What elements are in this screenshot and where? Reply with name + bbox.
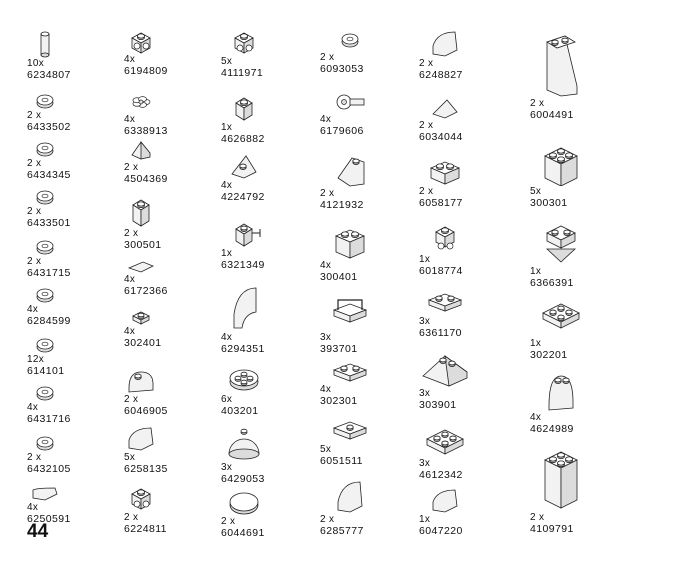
part-entry <box>124 366 216 417</box>
slope-long-icon <box>320 152 412 188</box>
brick-1x2-icon <box>419 154 511 186</box>
part-id: 6434345 <box>27 169 71 181</box>
side-stud-brick-icon <box>124 484 216 512</box>
part-entry <box>221 28 313 79</box>
part-quantity: 4x <box>27 304 39 315</box>
part-quantity: 4x <box>221 332 233 343</box>
part-id: 6046905 <box>124 405 168 417</box>
part-id: 6224811 <box>124 523 167 535</box>
part-id: 6248827 <box>419 69 463 81</box>
part-id: 6258135 <box>124 463 168 475</box>
part-quantity: 12x <box>27 354 45 365</box>
part-id: 6179606 <box>320 125 364 137</box>
curved-tile-icon <box>419 486 511 514</box>
part-quantity: 2 x <box>27 206 42 217</box>
part-entry <box>320 222 412 283</box>
part-quantity: 1x <box>530 266 542 277</box>
dome-icon <box>221 426 313 462</box>
part-entry <box>27 384 119 425</box>
brick-1x1-icon <box>124 194 216 228</box>
part-entry <box>221 218 313 271</box>
part-id: 6194809 <box>124 65 168 77</box>
plate-2x2-icon <box>419 424 511 458</box>
part-id: 6004491 <box>530 109 574 121</box>
part-id: 300301 <box>530 197 568 209</box>
part-quantity: 1x <box>419 254 431 265</box>
part-id: 302201 <box>530 349 568 361</box>
brick-1x2-icon <box>320 222 412 260</box>
part-entry <box>530 222 622 289</box>
part-entry <box>221 426 313 485</box>
part-entry <box>419 222 511 277</box>
part-entry <box>221 92 313 145</box>
part-entry <box>221 284 313 355</box>
brick-1x1-icon <box>221 92 313 122</box>
part-entry <box>221 152 313 203</box>
part-quantity: 2 x <box>320 514 335 525</box>
part-id: 6431716 <box>27 413 71 425</box>
part-quantity: 2 x <box>419 120 434 131</box>
round-plate-icon <box>27 384 119 402</box>
round-plate-icon <box>27 434 119 452</box>
axle-pin-icon <box>27 30 119 58</box>
part-id: 302401 <box>124 337 162 349</box>
part-quantity: 3x <box>419 316 431 327</box>
round-plate-icon <box>27 286 119 304</box>
part-quantity: 4x <box>320 114 332 125</box>
part-quantity: 10x <box>27 58 45 69</box>
part-entry <box>27 434 119 475</box>
part-id: 6285777 <box>320 525 364 537</box>
clip-brick-icon <box>221 218 313 248</box>
part-quantity: 2 x <box>320 52 335 63</box>
part-quantity: 4x <box>124 274 136 285</box>
part-id: 6172366 <box>124 285 168 297</box>
part-id: 4626882 <box>221 133 265 145</box>
inverted-slope-icon <box>530 222 622 266</box>
tall-brick-icon <box>530 448 622 512</box>
part-entry <box>419 288 511 339</box>
part-quantity: 3x <box>320 332 332 343</box>
part-id: 4504369 <box>124 173 168 185</box>
part-id: 614101 <box>27 365 65 377</box>
jumper-plate-icon <box>320 416 412 444</box>
part-id: 302301 <box>320 395 358 407</box>
part-quantity: 6x <box>221 394 233 405</box>
part-entry <box>221 362 313 417</box>
part-quantity: 1x <box>221 122 233 133</box>
part-entry <box>27 92 119 133</box>
part-quantity: 2 x <box>419 186 434 197</box>
round-tile-icon <box>221 488 313 516</box>
part-id: 300401 <box>320 271 358 283</box>
wedge-plate-icon <box>221 152 313 180</box>
part-entry <box>320 358 412 407</box>
round-plate-2x2-icon <box>221 362 313 394</box>
part-quantity: 4x <box>124 326 136 337</box>
part-entry <box>27 140 119 181</box>
part-id: 6284599 <box>27 315 71 327</box>
part-quantity: 1x <box>530 338 542 349</box>
brick-2x2-icon <box>530 142 622 186</box>
part-quantity: 3x <box>221 462 233 473</box>
part-id: 6433501 <box>27 217 71 229</box>
part-quantity: 4x <box>27 502 39 513</box>
pin-connector-icon <box>320 90 412 114</box>
page-number: 44 <box>27 521 49 542</box>
part-quantity: 2 x <box>124 228 139 239</box>
part-entry <box>530 298 622 361</box>
part-entry <box>124 90 216 137</box>
part-id: 4111971 <box>221 67 264 79</box>
part-entry <box>124 424 216 475</box>
part-entry <box>221 488 313 539</box>
part-id: 6044691 <box>221 527 265 539</box>
part-quantity: 3x <box>419 458 431 469</box>
part-quantity: 4x <box>124 114 136 125</box>
part-entry <box>27 30 119 81</box>
part-id: 393701 <box>320 343 358 355</box>
part-entry <box>419 154 511 209</box>
part-id: 6431715 <box>27 267 71 279</box>
curved-brick-2x2-icon <box>530 370 622 412</box>
part-entry <box>320 28 412 75</box>
part-quantity: 4x <box>320 384 332 395</box>
part-id: 6018774 <box>419 265 463 277</box>
part-entry <box>124 28 216 77</box>
part-entry <box>419 424 511 481</box>
part-quantity: 1x <box>419 514 431 525</box>
part-quantity: 5x <box>124 452 136 463</box>
part-entry <box>27 484 119 525</box>
part-entry <box>320 478 412 537</box>
part-entry <box>320 152 412 211</box>
curved-panel-icon <box>221 284 313 332</box>
part-id: 4224792 <box>221 191 265 203</box>
part-quantity: 2 x <box>320 188 335 199</box>
curved-tile-icon <box>27 484 119 502</box>
part-quantity: 2 x <box>27 452 42 463</box>
part-entry <box>27 188 119 229</box>
part-entry <box>27 336 119 377</box>
curved-slope-icon <box>320 478 412 514</box>
part-entry <box>530 448 622 535</box>
part-entry <box>320 294 412 355</box>
part-quantity: 5x <box>530 186 542 197</box>
part-entry <box>124 258 216 297</box>
part-id: 6366391 <box>530 277 574 289</box>
wedge-tile-icon <box>124 258 216 274</box>
part-id: 6429053 <box>221 473 265 485</box>
wedge-tile-icon <box>419 96 511 120</box>
round-plate-icon <box>27 336 119 354</box>
part-quantity: 4x <box>27 402 39 413</box>
part-id: 6058177 <box>419 197 463 209</box>
round-plate-icon <box>27 238 119 256</box>
part-id: 6047220 <box>419 525 463 537</box>
part-entry <box>124 484 216 535</box>
part-quantity: 4x <box>320 260 332 271</box>
part-entry <box>419 350 511 411</box>
part-entry <box>124 308 216 349</box>
part-id: 6321349 <box>221 259 265 271</box>
part-quantity: 2 x <box>27 110 42 121</box>
part-quantity: 4x <box>124 54 136 65</box>
round-plate-icon <box>27 140 119 158</box>
part-entry <box>419 28 511 81</box>
part-quantity: 3x <box>419 388 431 399</box>
part-id: 403201 <box>221 405 259 417</box>
round-brick-icon <box>124 28 216 54</box>
curved-slope-icon <box>419 28 511 58</box>
part-id: 6234807 <box>27 69 71 81</box>
part-quantity: 2 x <box>221 516 236 527</box>
part-quantity: 2 x <box>27 158 42 169</box>
part-id: 4121932 <box>320 199 364 211</box>
part-entry <box>27 286 119 327</box>
part-entry <box>530 32 622 121</box>
part-quantity: 2 x <box>530 512 545 523</box>
part-quantity: 4x <box>221 180 233 191</box>
part-entry <box>419 96 511 143</box>
part-id: 6093053 <box>320 63 364 75</box>
handle-plate-icon <box>320 294 412 332</box>
part-id: 300501 <box>124 239 162 251</box>
part-id: 4612342 <box>419 469 463 481</box>
part-id: 4624989 <box>530 423 574 435</box>
part-entry <box>419 486 511 537</box>
slope-brick-icon <box>124 138 216 162</box>
round-plate-icon <box>27 92 119 110</box>
side-stud-brick-icon <box>221 28 313 56</box>
part-entry <box>530 142 622 209</box>
part-id: 6433502 <box>27 121 71 133</box>
part-entry <box>320 416 412 467</box>
plate-1x2-icon <box>320 358 412 384</box>
part-id: 6338913 <box>124 125 168 137</box>
part-quantity: 4x <box>530 412 542 423</box>
curved-tile-icon <box>124 424 216 452</box>
part-entry <box>124 194 216 251</box>
plate-1x1-icon <box>124 308 216 326</box>
plate-2x2-icon <box>530 298 622 338</box>
part-entry <box>530 370 622 435</box>
part-id: 6294351 <box>221 343 265 355</box>
part-id: 6432105 <box>27 463 71 475</box>
part-id: 4109791 <box>530 523 574 535</box>
part-id: 6051511 <box>320 455 363 467</box>
tall-slope-icon <box>530 32 622 98</box>
side-stud-brick-icon <box>419 222 511 254</box>
part-quantity: 2 x <box>124 394 139 405</box>
plate-1x2-icon <box>419 288 511 316</box>
part-quantity: 2 x <box>124 162 139 173</box>
curved-brick-icon <box>124 366 216 394</box>
part-quantity: 2 x <box>124 512 139 523</box>
part-quantity: 2 x <box>419 58 434 69</box>
slope-2x2-icon <box>419 350 511 388</box>
part-id: 6361170 <box>419 327 462 339</box>
part-id: 6034044 <box>419 131 463 143</box>
part-id: 303901 <box>419 399 457 411</box>
part-quantity: 5x <box>320 444 332 455</box>
part-quantity: 2 x <box>27 256 42 267</box>
part-quantity: 1x <box>221 248 233 259</box>
round-plate-icon <box>27 188 119 206</box>
part-id: 6250591 <box>27 513 71 525</box>
part-quantity: 5x <box>221 56 233 67</box>
round-plate-icon <box>320 28 412 52</box>
flower-plate-icon <box>124 90 216 114</box>
part-quantity: 2 x <box>530 98 545 109</box>
part-entry <box>124 138 216 185</box>
part-entry <box>27 238 119 279</box>
part-entry <box>320 90 412 137</box>
